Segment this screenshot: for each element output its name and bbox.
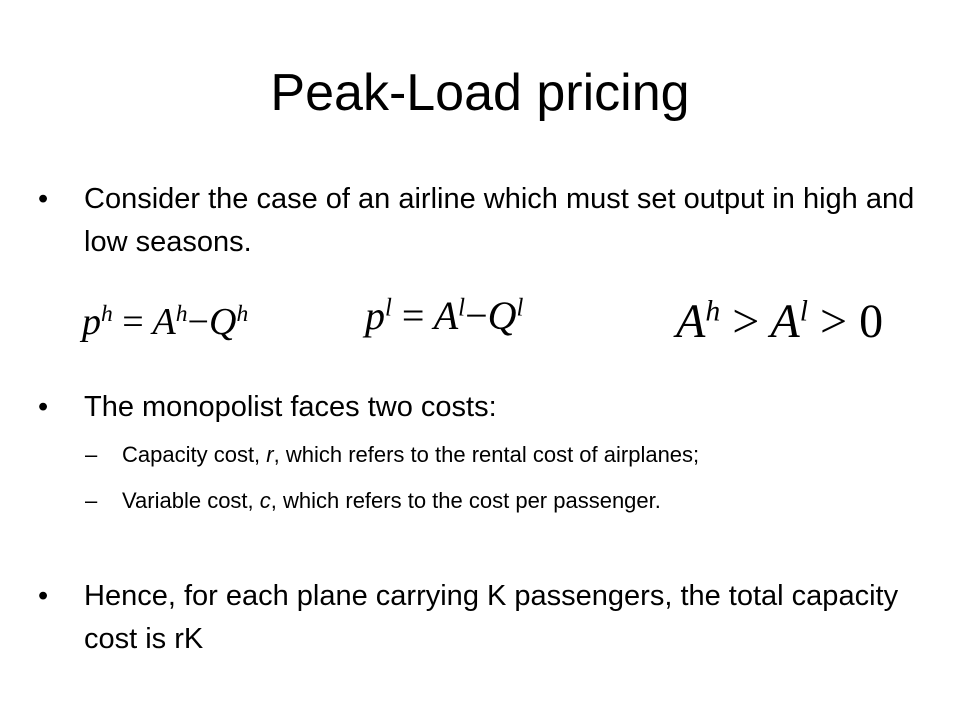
slide-title: Peak-Load pricing [270, 64, 690, 122]
sub-bullet-variable-cost [85, 486, 945, 516]
sub-bullet-text: Variable cost, c, which refers to the cost per passenger. [122, 488, 661, 513]
bullet-text: Consider the case of an airline which must set output in high and low seasons. [84, 183, 915, 258]
bullet-text: Hence, for each plane carrying K passengers, the total capacity cost is rK [84, 580, 899, 655]
equation-high-season-demand: $p^h = A^h-Q^h$ [82, 301, 249, 343]
sub-bullet-marker: – [85, 488, 98, 513]
bullet-two-costs [38, 386, 948, 429]
equation-demand-ordering: $A^h > A^l > 0$ [676, 294, 884, 348]
bullet-marker: • [38, 391, 49, 423]
bullet-airline-case [38, 178, 948, 264]
bullet-marker: • [38, 580, 49, 612]
bullet-marker: • [38, 183, 49, 215]
equation-low-season-demand: $p^l = A^l-Q^l$ [365, 293, 524, 338]
bullet-text: The monopolist faces two costs: [84, 391, 497, 423]
sub-bullet-text: Capacity cost, r, which refers to the rental cost of airplanes; [122, 442, 700, 467]
sub-bullet-marker: – [85, 442, 98, 467]
bullet-total-capacity-cost [38, 575, 948, 661]
sub-bullet-capacity-cost [85, 440, 945, 470]
